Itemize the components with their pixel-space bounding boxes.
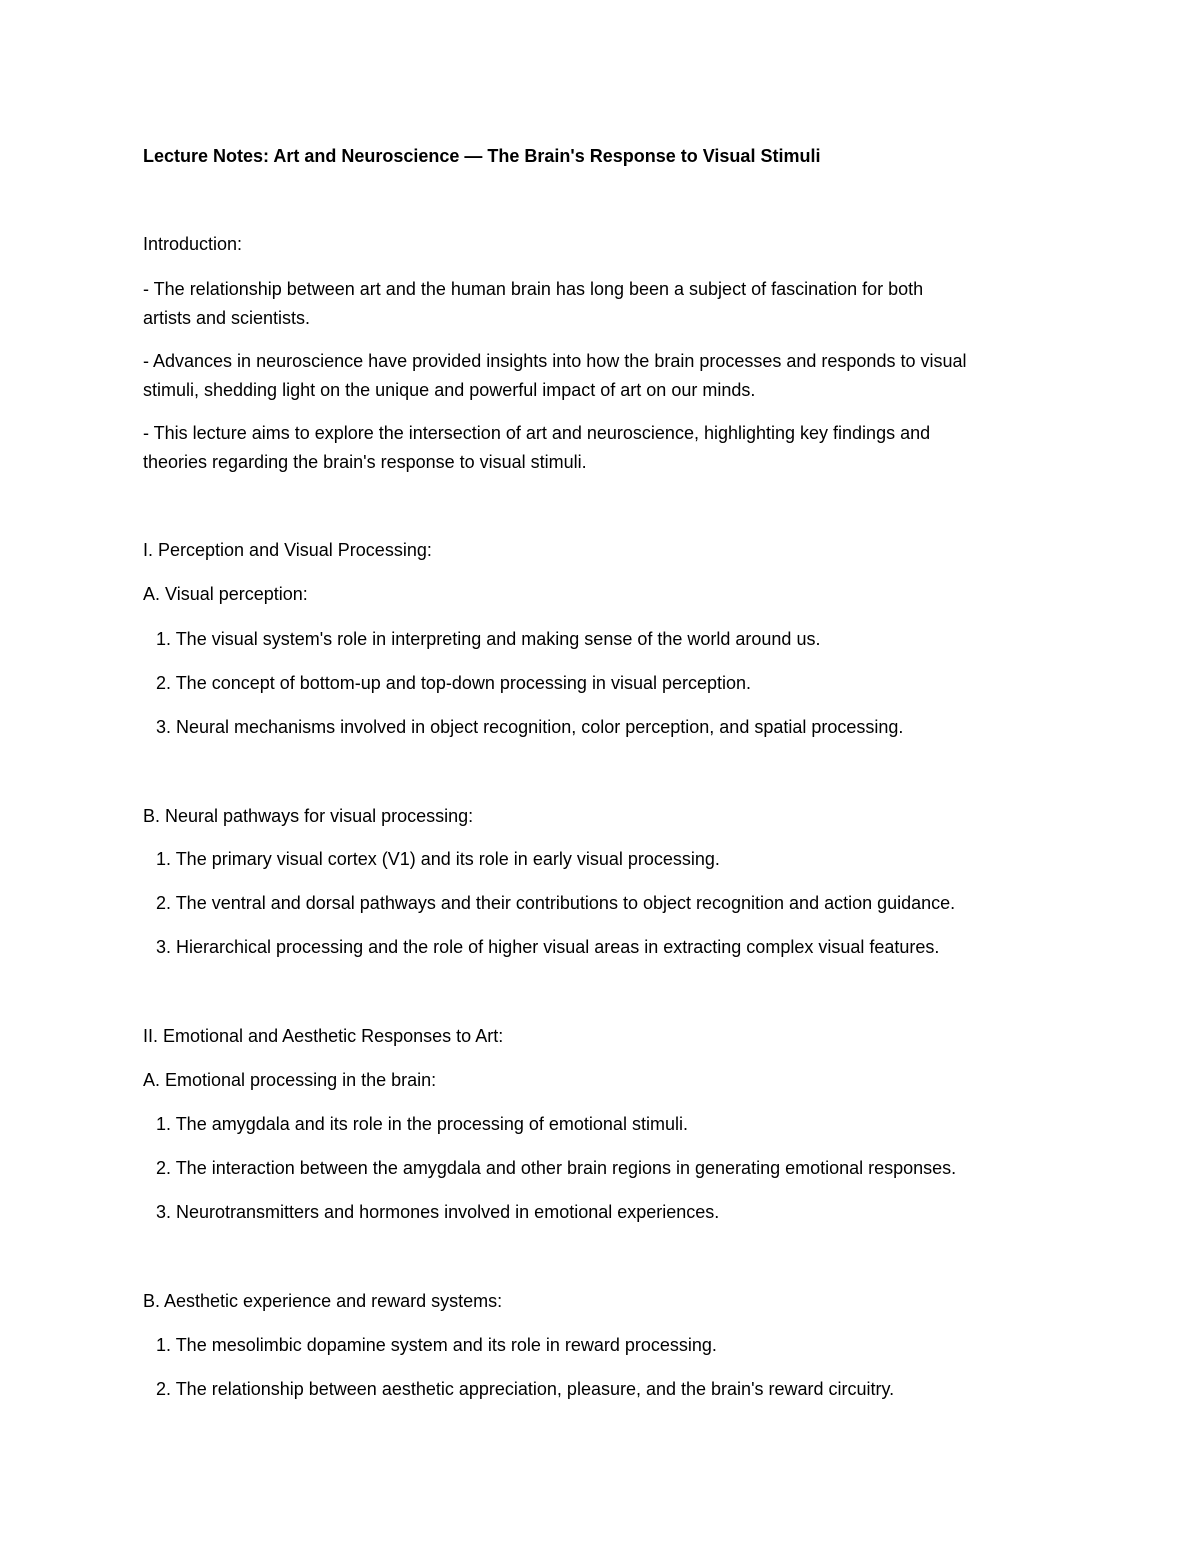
section-1-b-item-1: 1. The primary visual cortex (V1) and its role in early visual processing. [156, 849, 720, 869]
intro-bullet-3-line-2: theories regarding the brain's response to visual stimuli. [143, 452, 587, 472]
section-1-a-item-3: 3. Neural mechanisms involved in object recognition, color perception, and spatial processing. [156, 717, 904, 737]
intro-bullet-1-line-1: - The relationship between art and the human brain has long been a subject of fascination for both [143, 279, 924, 299]
section-2-heading: II. Emotional and Aesthetic Responses to Art: [143, 1026, 504, 1046]
section-2-b-heading: B. Aesthetic experience and reward systems: [143, 1291, 503, 1311]
section-1-a-item-2: 2. The concept of bottom-up and top-down processing in visual perception. [156, 673, 752, 693]
section-2-a-item-3: 3. Neurotransmitters and hormones involved in emotional experiences. [156, 1202, 720, 1222]
intro-bullet-2-line-1: - Advances in neuroscience have provided insights into how the brain processes and responds to visual [143, 351, 967, 371]
section-2-b-item-1: 1. The mesolimbic dopamine system and its role in reward processing. [156, 1335, 717, 1355]
section-1-b-item-3: 3. Hierarchical processing and the role of higher visual areas in extracting complex visual features. [156, 937, 940, 957]
introduction-heading: Introduction: [143, 234, 243, 254]
section-2-a-item-1: 1. The amygdala and its role in the processing of emotional stimuli. [156, 1114, 688, 1134]
section-2-a-item-2: 2. The interaction between the amygdala and other brain regions in generating emotional responses. [156, 1158, 957, 1178]
intro-bullet-1-line-2: artists and scientists. [143, 308, 311, 328]
section-1-b-item-2: 2. The ventral and dorsal pathways and their contributions to object recognition and action guidance. [156, 893, 956, 913]
section-1-b-heading: B. Neural pathways for visual processing: [143, 806, 474, 826]
section-1-a-heading: A. Visual perception: [143, 584, 308, 604]
section-1-heading: I. Perception and Visual Processing: [143, 540, 432, 560]
document-title: Lecture Notes: Art and Neuroscience — The Brain's Response to Visual Stimuli [143, 146, 821, 166]
intro-bullet-3-line-1: - This lecture aims to explore the intersection of art and neuroscience, highlighting key findings and [143, 423, 931, 443]
intro-bullet-2-line-2: stimuli, shedding light on the unique and powerful impact of art on our minds. [143, 380, 756, 400]
section-1-a-item-1: 1. The visual system's role in interpreting and making sense of the world around us. [156, 629, 821, 649]
section-2-b-item-2: 2. The relationship between aesthetic appreciation, pleasure, and the brain's reward circuitry. [156, 1379, 895, 1399]
section-2-a-heading: A. Emotional processing in the brain: [143, 1070, 437, 1090]
